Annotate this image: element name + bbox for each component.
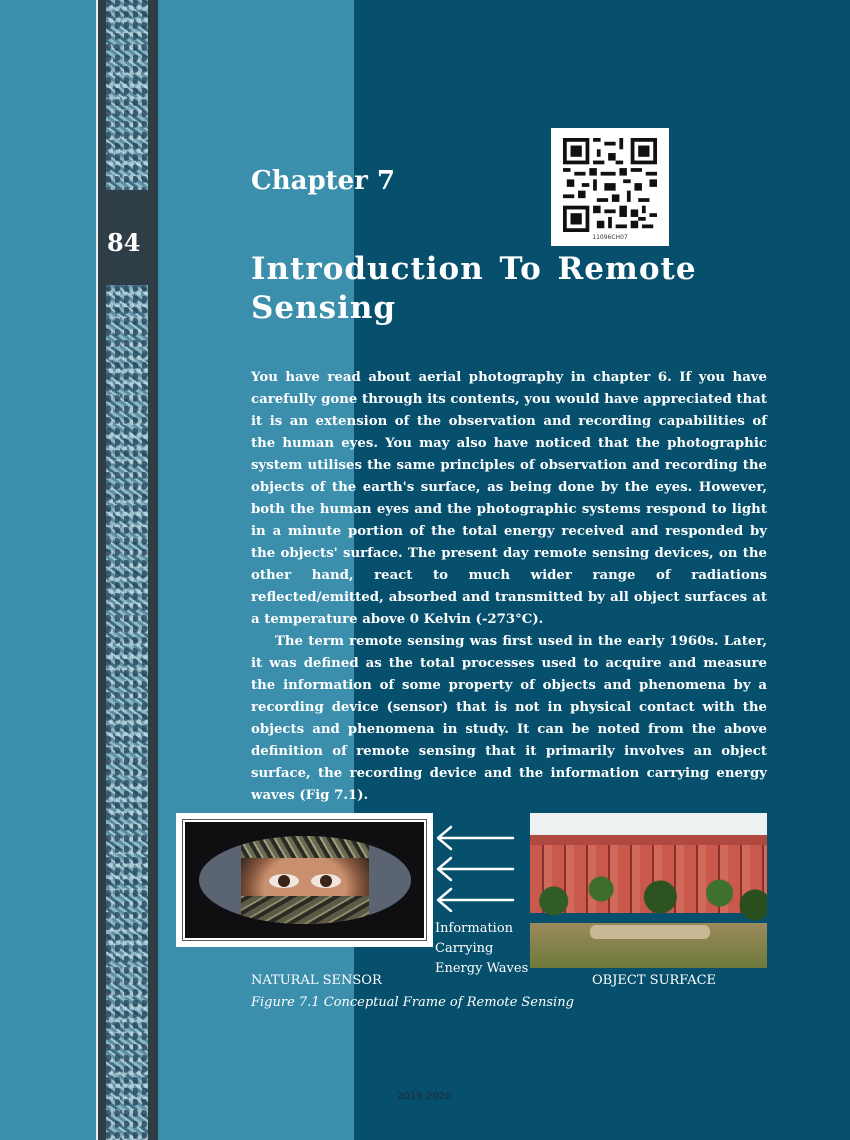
energy-waves-label-line: Energy Waves [435,961,529,976]
head-scarf [241,836,369,858]
energy-waves-label [435,919,528,979]
natural-sensor-image [176,813,433,947]
paragraph: The term remote sensing was first used in the early 1960s. Later, it was defined as the total processes used to acquire and measure the information of some property of objects and phenomena by a recording device (sensor) that is not in physical contact with the objects and phenomena in study. It can be noted from the above definition of remote sensing that it primarily involves an object surface, the recording device and the information carrying energy waves (Fig 7.1). [251,634,767,803]
figure-caption: Figure 7.1 Conceptual Frame of Remote Sensing [251,995,574,1010]
satellite-image-strip-bottom [106,285,148,1140]
chapter-title [251,250,751,328]
natural-sensor-caption: NATURAL SENSOR [251,973,382,988]
trees [530,853,767,933]
chapter-title-line: Sensing [251,290,397,326]
eye-icon [269,874,299,888]
qr-code[interactable] [551,128,669,246]
qr-code-icon [563,138,657,232]
eyes-oval [199,836,411,924]
page-number: 84 [107,228,141,257]
qr-code-text: 11096CH07 [592,234,628,241]
chapter-title-line: Introduction To Remote [251,251,697,287]
eyes-photo [185,822,424,938]
building-roofline [530,835,767,845]
eye-icon [311,874,341,888]
energy-wave-arrows-icon [433,822,517,912]
footer-year: 2019-2020 [397,1091,452,1102]
object-surface-image [530,813,767,968]
body-text [251,367,767,807]
energy-waves-label-line: Carrying [435,941,494,956]
chapter-label: Chapter 7 [251,166,396,196]
garden-path [590,925,710,939]
satellite-image-strip-top [106,0,148,190]
energy-waves-label-line: Information [435,921,514,936]
paragraph: You have read about aerial photography in chapter 6. If you have carefully gone through its contents, you would have appreciated that it is an extension of the observation and recording capabilities of the human eyes. You may also have noticed that the photographic system utilises the same principles of observation and recording the objects of the earth's surface, as being done by the eyes. However, both the human eyes and the photographic systems respond to light in a minute portion of the total energy received and responded by the objects' surface. The present day remote sensing devices, on the other hand, react to much wider range of radiations reflected/emitted, absorbed and transmitted by all object surfaces at a temperature above 0 Kelvin (-273°C). [251,370,767,627]
object-surface-caption: OBJECT SURFACE [592,973,717,988]
face-veil [241,896,369,924]
